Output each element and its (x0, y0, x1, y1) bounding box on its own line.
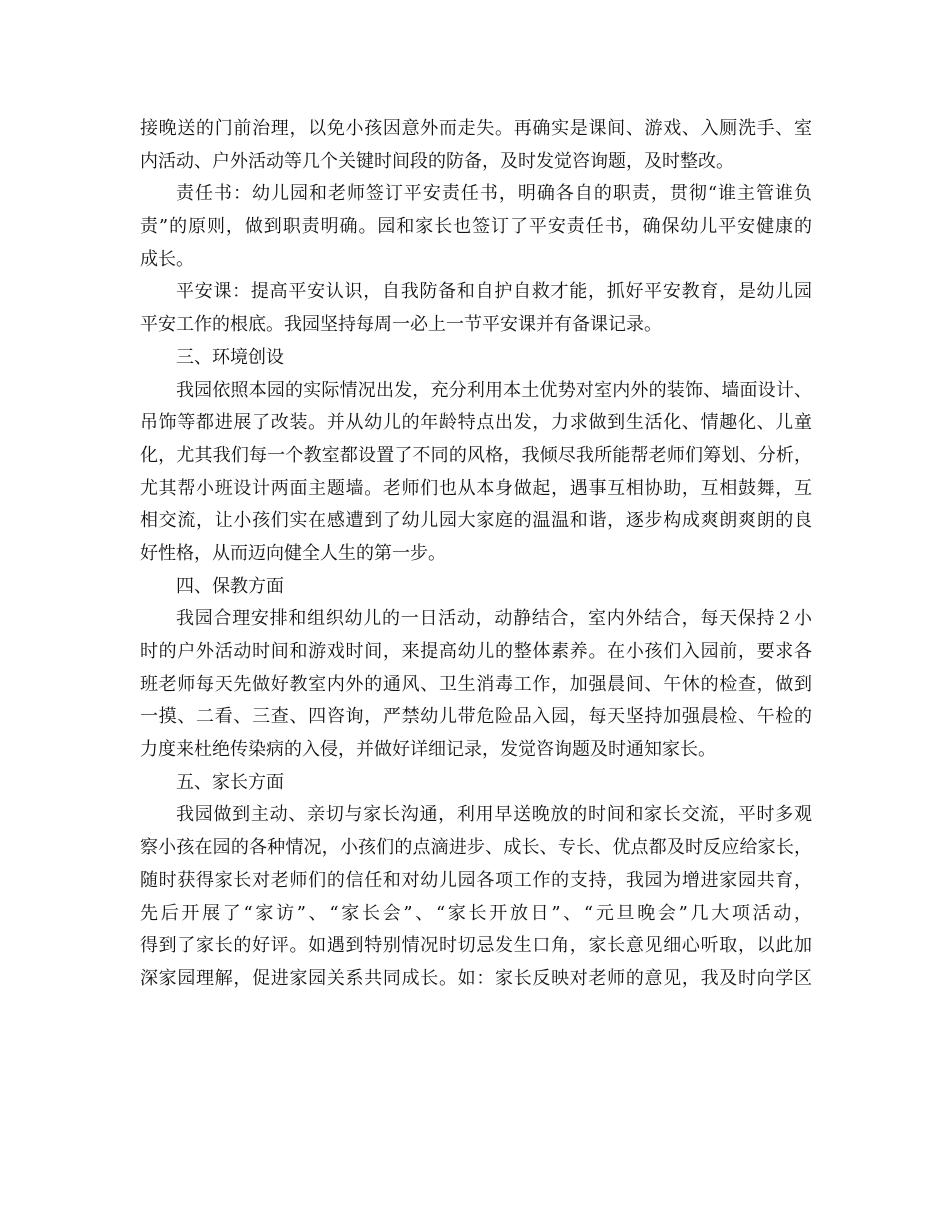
text-line: 责”的原则，做到职责明确。园和家长也签订了平安责任书，确保幼儿平安健康的 (140, 216, 812, 238)
document-body (140, 113, 812, 996)
text-line: 察小孩在园的各种情况，小孩们的点滴进步、成长、专长、优点都及时反应给家长， (140, 837, 812, 859)
text-line: 内活动、户外活动等几个关键时间段的防备，及时发觉咨询题，及时整改。 (140, 150, 734, 172)
text-line: 平安课：提高平安认识，自我防备和自护自救才能，抓好平安教育，是幼儿园 (176, 281, 812, 303)
text-line: 化，尤其我们每一个教室都设置了不同的风格，我倾尽我所能帮老师们筹划、分析， (140, 444, 812, 466)
text-line: 一摸、二看、三查、四咨询，严禁幼儿带危险品入园，每天坚持加强晨检、午检的 (140, 706, 812, 728)
text-line: 深家园理解，促进家园关系共同成长。如：家长反映对老师的意见，我及时向学区 (140, 967, 812, 989)
text-line: 得到了家长的好评。如遇到特别情况时切忌发生口角，家长意见细心听取，以此加 (140, 935, 812, 957)
text-line: 随时获得家长对老师们的信任和对幼儿园各项工作的支持，我园为增进家园共育， (140, 869, 812, 891)
text-line: 三、环境创设 (176, 346, 284, 368)
text-line: 相交流，让小孩们实在感遭到了幼儿园大家庭的温温和谐，逐步构成爽朗爽朗的良 (140, 510, 812, 532)
text-line: 先后开展了“家访”、“家长会”、“家长开放日”、“元旦晚会”几大项活动， (140, 902, 812, 924)
text-line: 我园依照本园的实际情况出发，充分利用本土优势对室内外的装饰、墙面设计、 (176, 379, 812, 401)
text-line: 我园合理安排和组织幼儿的一日活动，动静结合，室内外结合，每天保持２小 (176, 608, 812, 630)
text-line: 成长。 (140, 248, 194, 270)
text-line: 平安工作的根底。我园坚持每周一必上一节平安课并有备课记录。 (140, 314, 662, 336)
text-line: 时的户外活动时间和游戏时间，来提高幼儿的整体素养。在小孩们入园前，要求各 (140, 641, 812, 662)
text-line: 四、保教方面 (176, 575, 284, 597)
text-line: 责任书：幼儿园和老师签订平安责任书，明确各自的职责，贯彻“谁主管谁负 (176, 183, 812, 205)
text-line: 五、家长方面 (176, 771, 284, 793)
text-line: 接晚送的门前治理，以免小孩因意外而走失。再确实是课间、游戏、入厕洗手、室 (140, 118, 812, 139)
text-line: 尤其帮小班设计两面主题墙。老师们也从本身做起，遇事互相协助，互相鼓舞，互 (140, 477, 812, 499)
text-line: 力度来杜绝传染病的入侵，并做好详细记录，发觉咨询题及时通知家长。 (140, 739, 716, 761)
text-line: 吊饰等都进展了改装。并从幼儿的年龄特点出发，力求做到生活化、情趣化、儿童 (140, 412, 812, 434)
text-line: 班老师每天先做好教室内外的通风、卫生消毒工作，加强晨间、午休的检查，做到 (140, 673, 812, 695)
text-line: 我园做到主动、亲切与家长沟通，利用早送晚放的时间和家长交流，平时多观 (176, 804, 812, 826)
text-line: 好性格，从而迈向健全人生的第一步。 (140, 542, 446, 564)
